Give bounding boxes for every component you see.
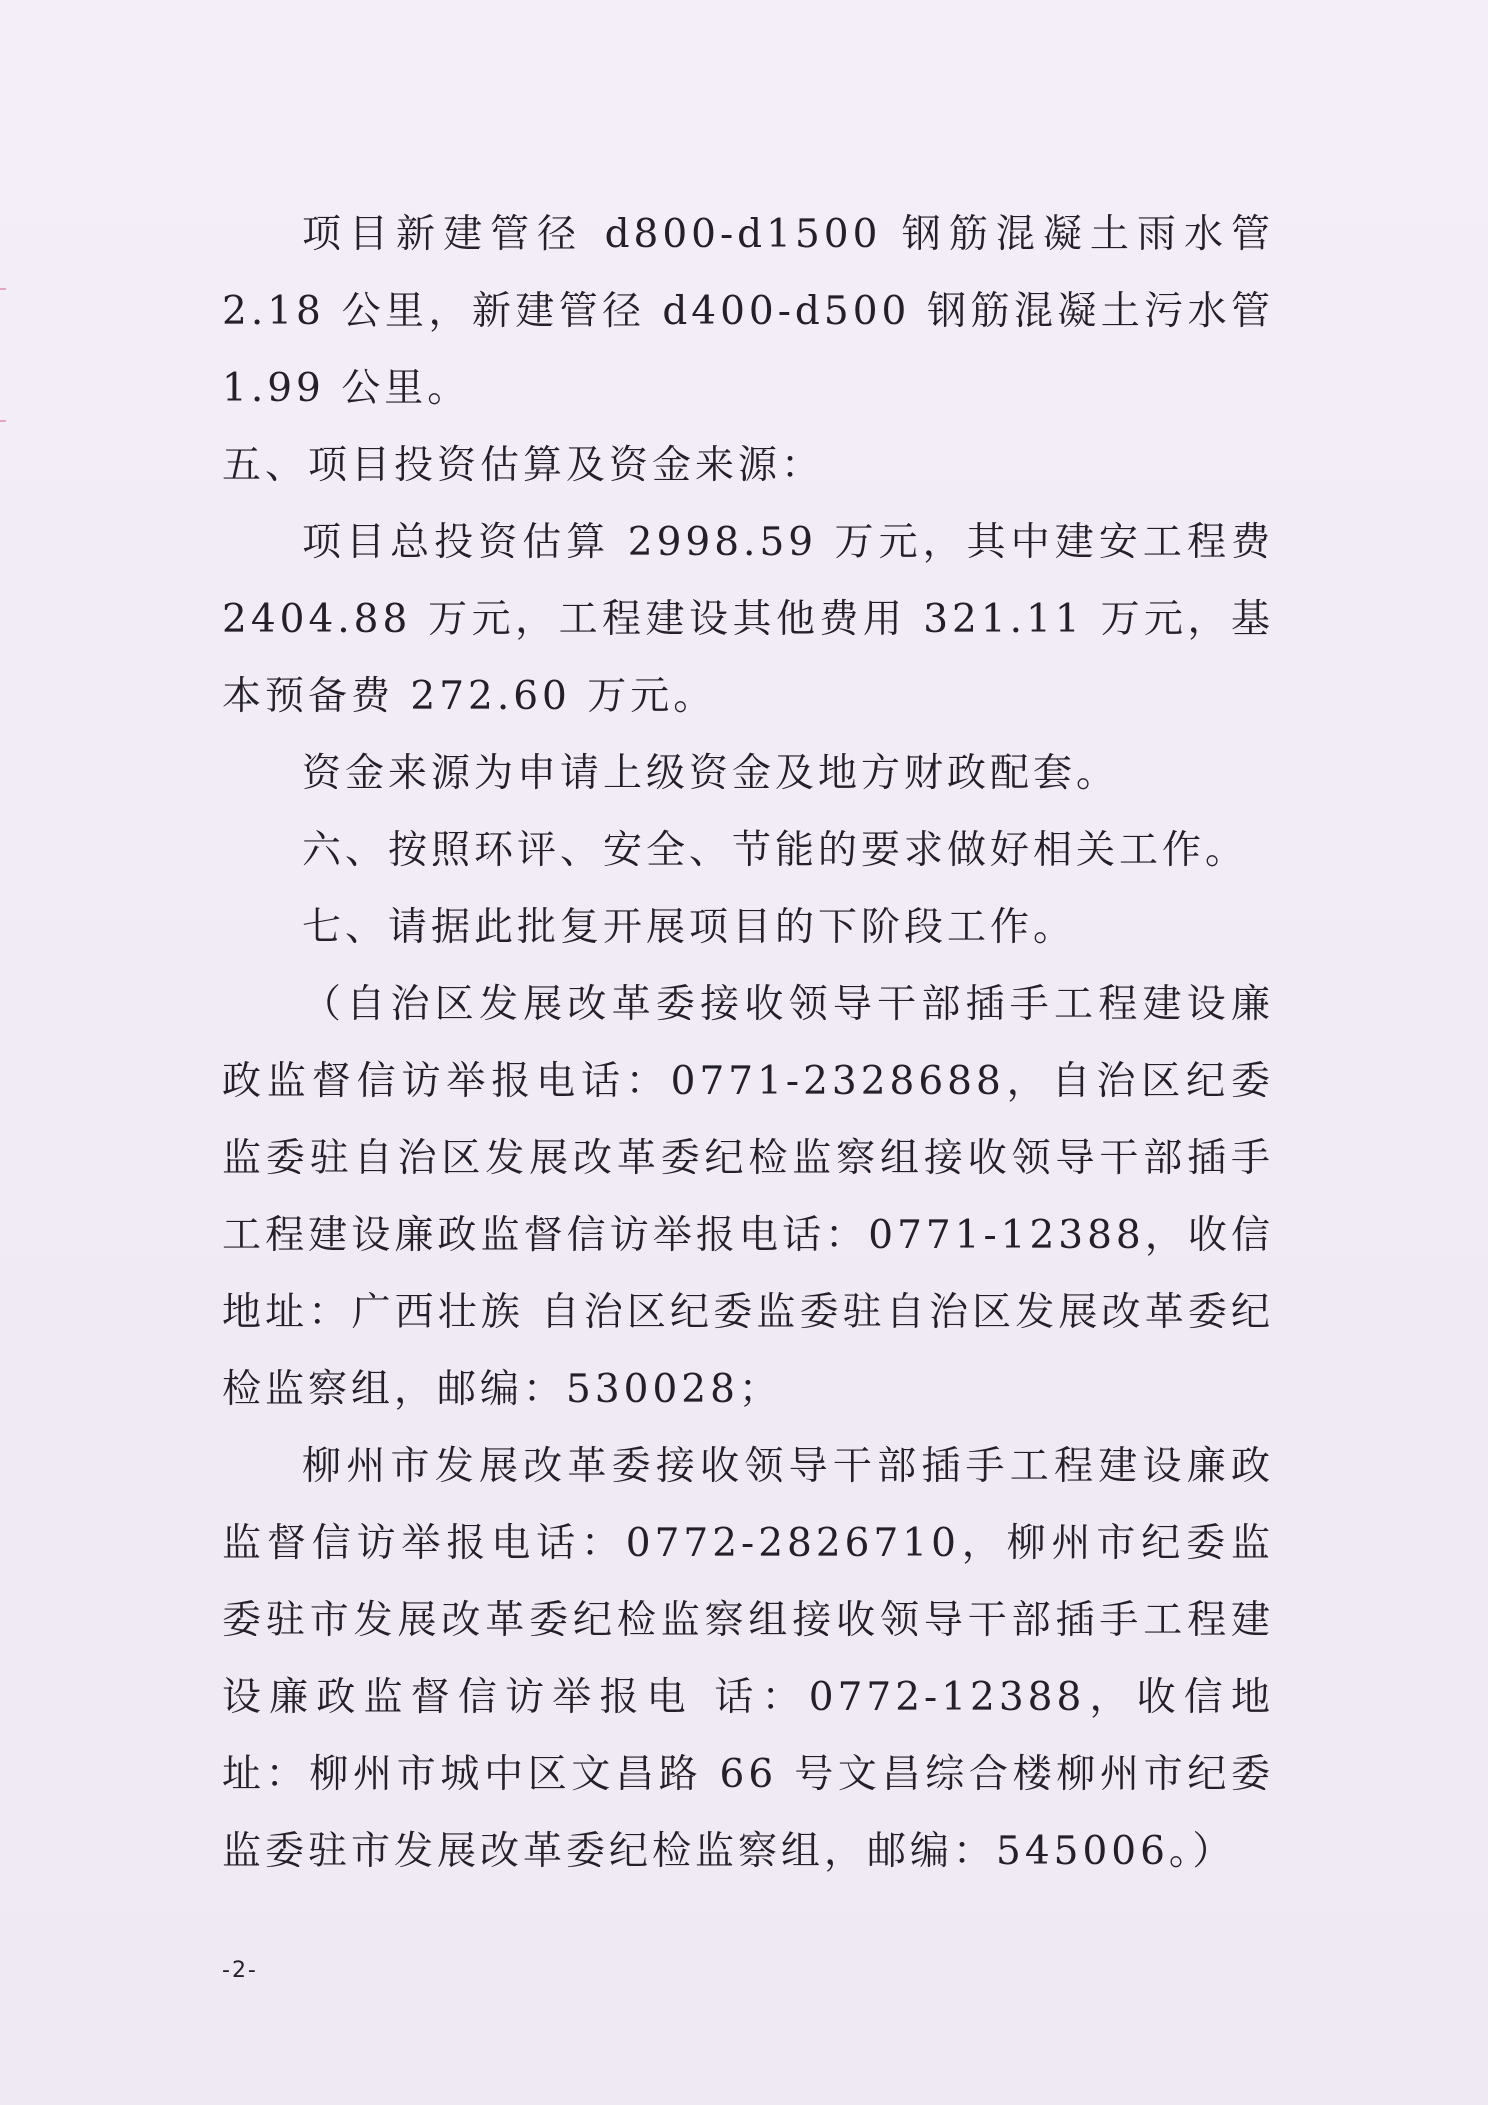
page-number: -2- — [222, 1958, 258, 1983]
paragraph-liuzhou-hotline: 柳州市发展改革委接收领导干部插手工程建设廉政监督信访举报电话：0772-2826710，柳州市纪委监委驻市发展改革委纪检监察组接收领导干部插手工程建设廉政监督信访举报电 话：0772-12388，收信地址：柳州市城中区文昌路 66 号文昌综合楼柳州市纪委监委驻市发展改革委纪检监察组，邮编：545006。） — [222, 1444, 1274, 1874]
document-body — [222, 196, 1274, 1890]
section-seven: 七、请据此批复开展项目的下阶段工作。 — [302, 905, 1077, 950]
paragraph-pipes: 项目新建管径 d800-d1500 钢筋混凝土雨水管 2.18 公里，新建管径 d400-d500 钢筋混凝土污水管 1.99 公里。 — [222, 212, 1274, 411]
paragraph-funding: 资金来源为申请上级资金及地方财政配套。 — [302, 751, 1120, 796]
margin-mark — [0, 288, 6, 290]
section-five-heading: 五、项目投资估算及资金来源： — [222, 443, 825, 488]
section-six: 六、按照环评、安全、节能的要求做好相关工作。 — [302, 828, 1249, 873]
paragraph-investment: 项目总投资估算 2998.59 万元，其中建安工程费 2404.88 万元，工程建设其他费用 321.11 万元，基本预备费 272.60 万元。 — [222, 520, 1274, 719]
margin-mark — [0, 420, 6, 422]
paragraph-region-hotline: （自治区发展改革委接收领导干部插手工程建设廉政监督信访举报电话：0771-2328688，自治区纪委监委驻自治区发展改革委纪检监察组接收领导干部插手工程建设廉政监督信访举报电话：0771-12388，收信地址：广西壮族 自治区纪委监委驻自治区发展改革委纪检监察组，邮编：530028； — [222, 982, 1274, 1412]
